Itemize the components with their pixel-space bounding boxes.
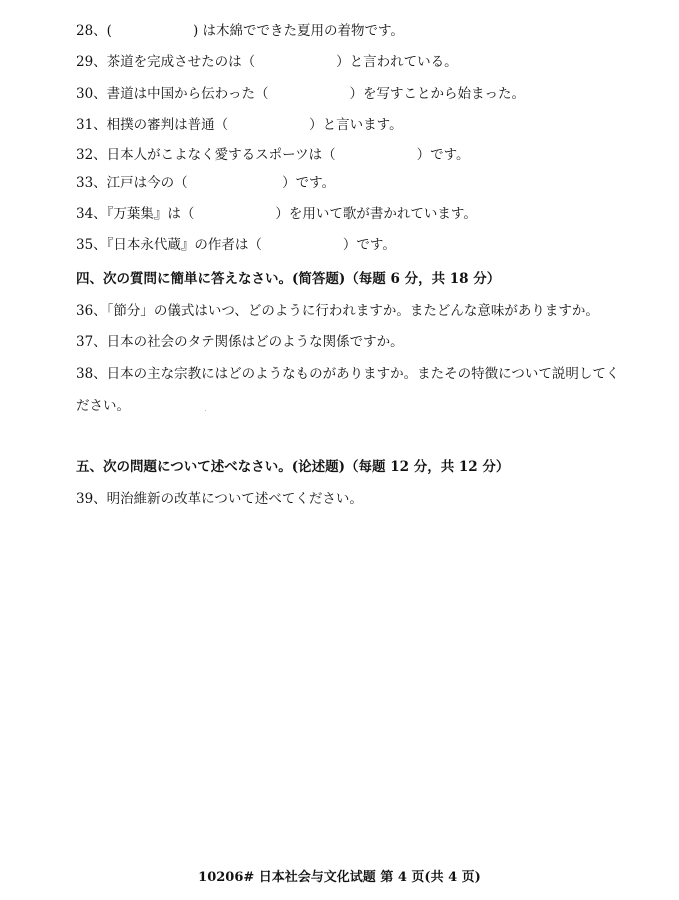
page-footer: 10206# 日本社会与文化试题 第 4 页(共 4 页): [198, 870, 481, 885]
question-36: 36、「節分」の儀式はいつ、どのように行われますか。またどんな意味がありますか。: [76, 303, 599, 319]
scan-speck: [205, 410, 206, 411]
question-31: 31、相撲の審判は普通（ ）と言います。: [76, 117, 403, 133]
question-33: 33、江戸は今の（ ）です。: [76, 175, 336, 191]
question-38-continuation: ださい。: [76, 398, 130, 414]
question-34: 34、『万葉集』は（ ）を用いて歌が書かれています。: [76, 206, 477, 222]
question-29: 29、茶道を完成させたのは（ ）と言われている。: [76, 54, 458, 70]
question-39: 39、明治維新の改革について述べてください。: [76, 491, 363, 507]
question-37: 37、日本の社会のタテ関係はどのような関係ですか。: [76, 334, 404, 350]
question-28: 28、( ) は木綿でできた夏用の着物です。: [76, 23, 404, 39]
section-5-heading: 五、次の問題について述べなさい。(论述题)（每题 12 分，共 12 分）: [76, 459, 510, 475]
question-30: 30、書道は中国から伝わった（ ）を写すことから始まった。: [76, 86, 526, 102]
question-35: 35、『日本永代蔵』の作者は（ ）です。: [76, 237, 396, 253]
question-38: 38、日本の主な宗教にはどのようなものがありますか。またその特徴について説明してく: [76, 366, 620, 382]
section-4-heading: 四、次の質問に簡単に答えなさい。(简答题)（每题 6 分，共 18 分）: [76, 271, 501, 287]
question-32: 32、日本人がこよなく愛するスポーツは（ ）です。: [76, 147, 470, 163]
